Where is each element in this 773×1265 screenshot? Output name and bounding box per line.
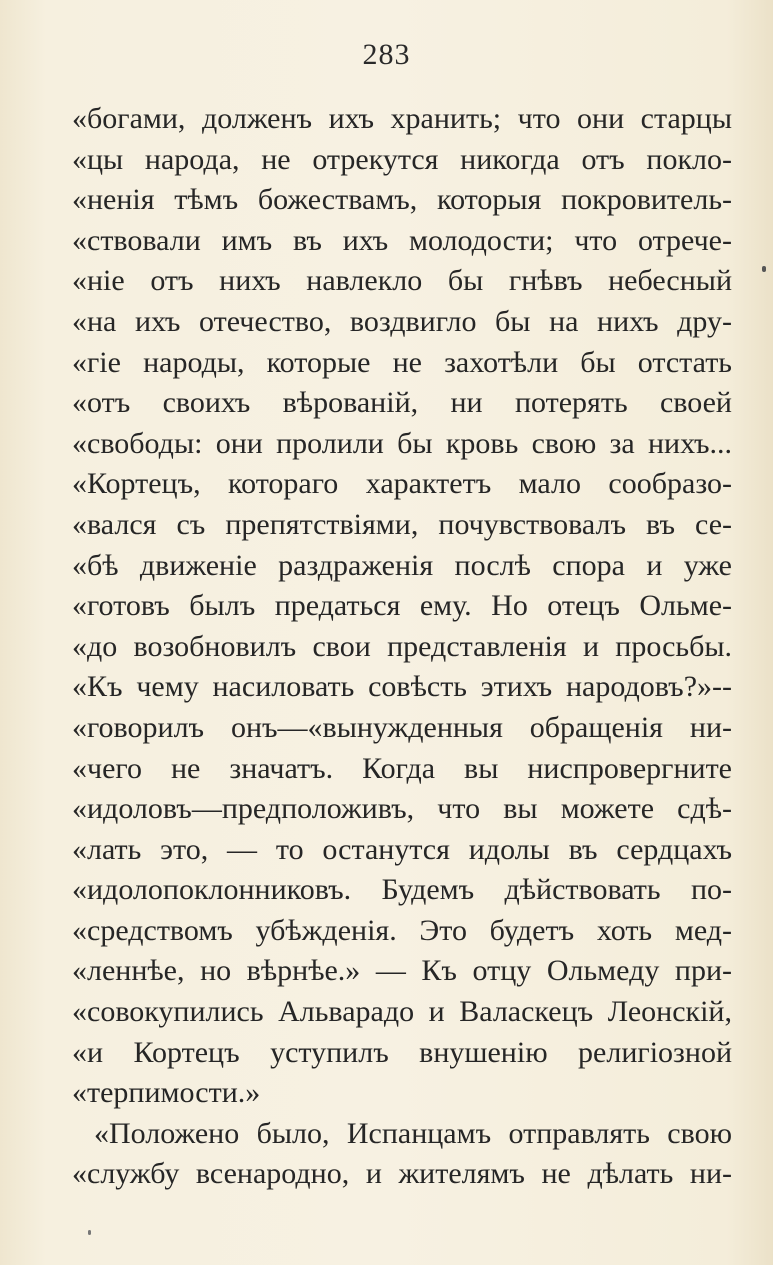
text-line: «и Кортецъ уступилъ внушенію религіозной xyxy=(72,1035,732,1069)
print-speck xyxy=(88,1230,91,1235)
text-line: «цы народа, не отрекутся никогда отъ покло- xyxy=(72,142,732,176)
body-text xyxy=(72,99,732,1195)
text-line: «бѣ движеніе раздраженія послѣ спора и уже xyxy=(72,548,732,582)
print-speck xyxy=(762,266,766,272)
text-line: «на ихъ отечество, воздвигло бы на нихъ дру- xyxy=(72,304,732,338)
text-line: «ненія тѣмъ божествамъ, которыя покровитель- xyxy=(72,183,732,217)
text-line: «идолопоклонниковъ. Будемъ дѣйствовать по- xyxy=(72,873,732,907)
text-line: «богами, долженъ ихъ хранить; что они старцы xyxy=(72,102,732,135)
text-line: «идоловъ—предположивъ, что вы можете сдѣ- xyxy=(72,792,732,826)
text-line: «леннѣе, но вѣрнѣе.» — Къ отцу Ольмеду при- xyxy=(72,954,732,988)
text-line: «отъ своихъ вѣрованій, ни потерять своей xyxy=(72,386,732,420)
text-line: «терпимости.» xyxy=(72,1076,261,1110)
text-line: «совокупились Альварадо и Валаскецъ Леонскій, xyxy=(72,995,732,1029)
page-number: 283 xyxy=(362,38,411,71)
text-line: «службу всенародно, и жителямъ не дѣлать ни- xyxy=(72,1157,732,1191)
text-line: «свободы: они пролили бы кровь свою за нихъ... xyxy=(72,426,732,460)
text-line: «средствомъ убѣжденія. Это будетъ хоть мед- xyxy=(72,913,732,947)
text-line: «вался съ препятствіями, почувствовалъ въ се- xyxy=(72,507,732,541)
text-line: «ніе отъ нихъ навлекло бы гнѣвъ небесный xyxy=(72,264,732,298)
text-line: «лать это, — то останутся идолы въ сердцахъ xyxy=(72,832,732,866)
text-line: «Къ чему насиловать совѣсть этихъ народовъ?»-- xyxy=(72,670,732,704)
text-line: «чего не значатъ. Когда вы ниспровергните xyxy=(72,751,732,785)
text-line: «до возобновилъ свои представленія и просьбы. xyxy=(72,629,732,663)
text-line: «Положено было, Испанцамъ отправлять свою xyxy=(94,1116,732,1150)
text-line: «гіе народы, которые не захотѣли бы отстать xyxy=(72,345,732,379)
text-line: «готовъ былъ предаться ему. Но отецъ Ольме- xyxy=(72,589,732,623)
text-line: «говорилъ онъ—«вынужденныя обращенія ни- xyxy=(72,710,732,744)
text-line: «Кортецъ, котораго характетъ мало сообразо- xyxy=(72,467,732,501)
text-line: «ствовали имъ въ ихъ молодости; что отрече- xyxy=(72,223,732,257)
